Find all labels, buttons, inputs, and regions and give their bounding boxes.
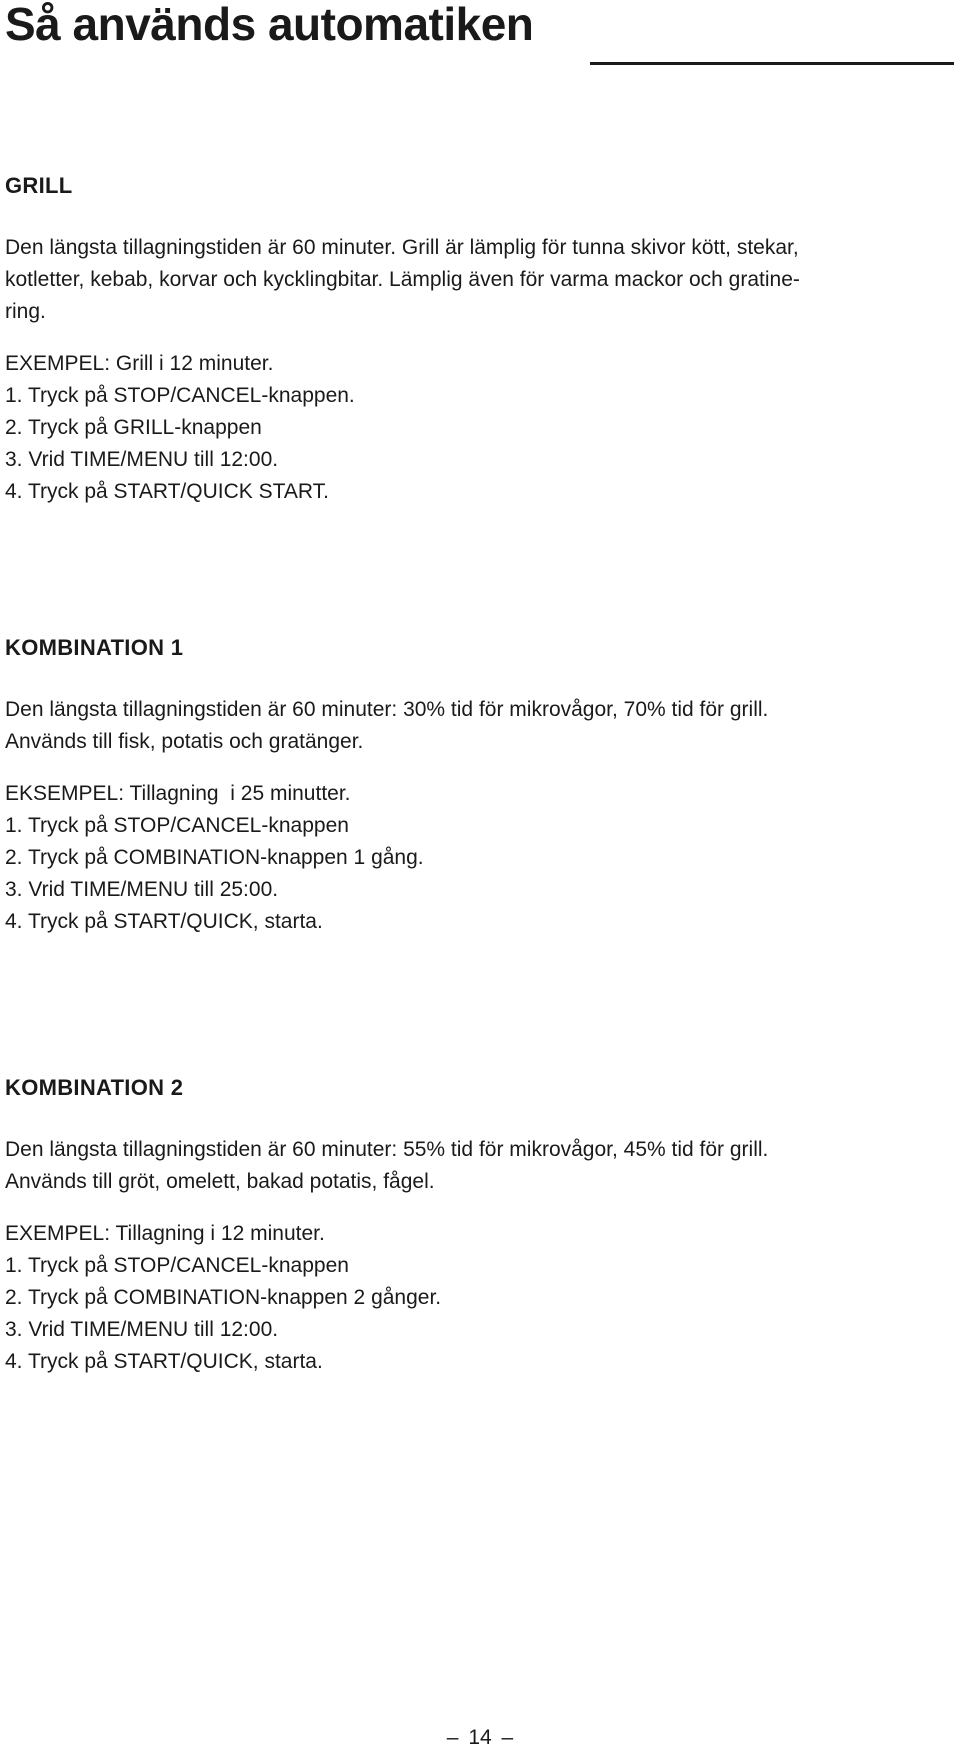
section-heading: GRILL [5,173,73,198]
step-line: 4. Tryck på START/QUICK START. [5,480,330,503]
step-line: 2. Tryck på COMBINATION-knappen 1 gång. [5,846,424,869]
description-line: ring. [5,300,46,323]
step-line: 2. Tryck på COMBINATION-knappen 2 gånger. [5,1286,442,1309]
step-line: 3. Vrid TIME/MENU till 25:00. [5,878,279,901]
description-line: kotletter, kebab, korvar och kycklingbitar. Lämplig även för varma mackor och gratine- [5,268,800,291]
description-line: Den längsta tillagningstiden är 60 minuter. Grill är lämplig för tunna skivor kött, stekar, [5,236,799,259]
page-number-dash-right: – [501,1726,514,1749]
example-line: EKSEMPEL: Tillagning i 25 minutter. [5,782,351,805]
section-heading: KOMBINATION 1 [5,635,184,660]
step-line: 4. Tryck på START/QUICK, starta. [5,1350,323,1373]
description-line: Den längsta tillagningstiden är 60 minuter: 30% tid för mikrovågor, 70% tid för grill. [5,698,769,721]
example-line: EXEMPEL: Grill i 12 minuter. [5,352,274,375]
page-title: Så används automatiken [5,0,534,50]
step-line: 2. Tryck på GRILL-knappen [5,416,262,439]
step-line: 1. Tryck på STOP/CANCEL-knappen [5,1254,349,1277]
description-line: Används till fisk, potatis och gratänger. [5,730,364,753]
step-line: 3. Vrid TIME/MENU till 12:00. [5,1318,279,1341]
step-line: 1. Tryck på STOP/CANCEL-knappen. [5,384,355,407]
step-line: 4. Tryck på START/QUICK, starta. [5,910,323,933]
page-number-dash-left: – [446,1726,459,1749]
section-grill [5,170,955,508]
step-line: 1. Tryck på STOP/CANCEL-knappen [5,814,349,837]
step-line: 3. Vrid TIME/MENU till 12:00. [5,448,279,471]
description-line: Används till gröt, omelett, bakad potatis, fågel. [5,1170,435,1193]
section-kombination-2 [5,1072,955,1378]
section-heading: KOMBINATION 2 [5,1075,184,1100]
title-rule [590,62,954,65]
page-number [400,1724,560,1752]
description-line: Den längsta tillagningstiden är 60 minuter: 55% tid för mikrovågor, 45% tid för grill. [5,1138,769,1161]
example-line: EXEMPEL: Tillagning i 12 minuter. [5,1222,325,1245]
page-number-value: 14 [468,1726,492,1749]
section-kombination-1 [5,632,955,938]
